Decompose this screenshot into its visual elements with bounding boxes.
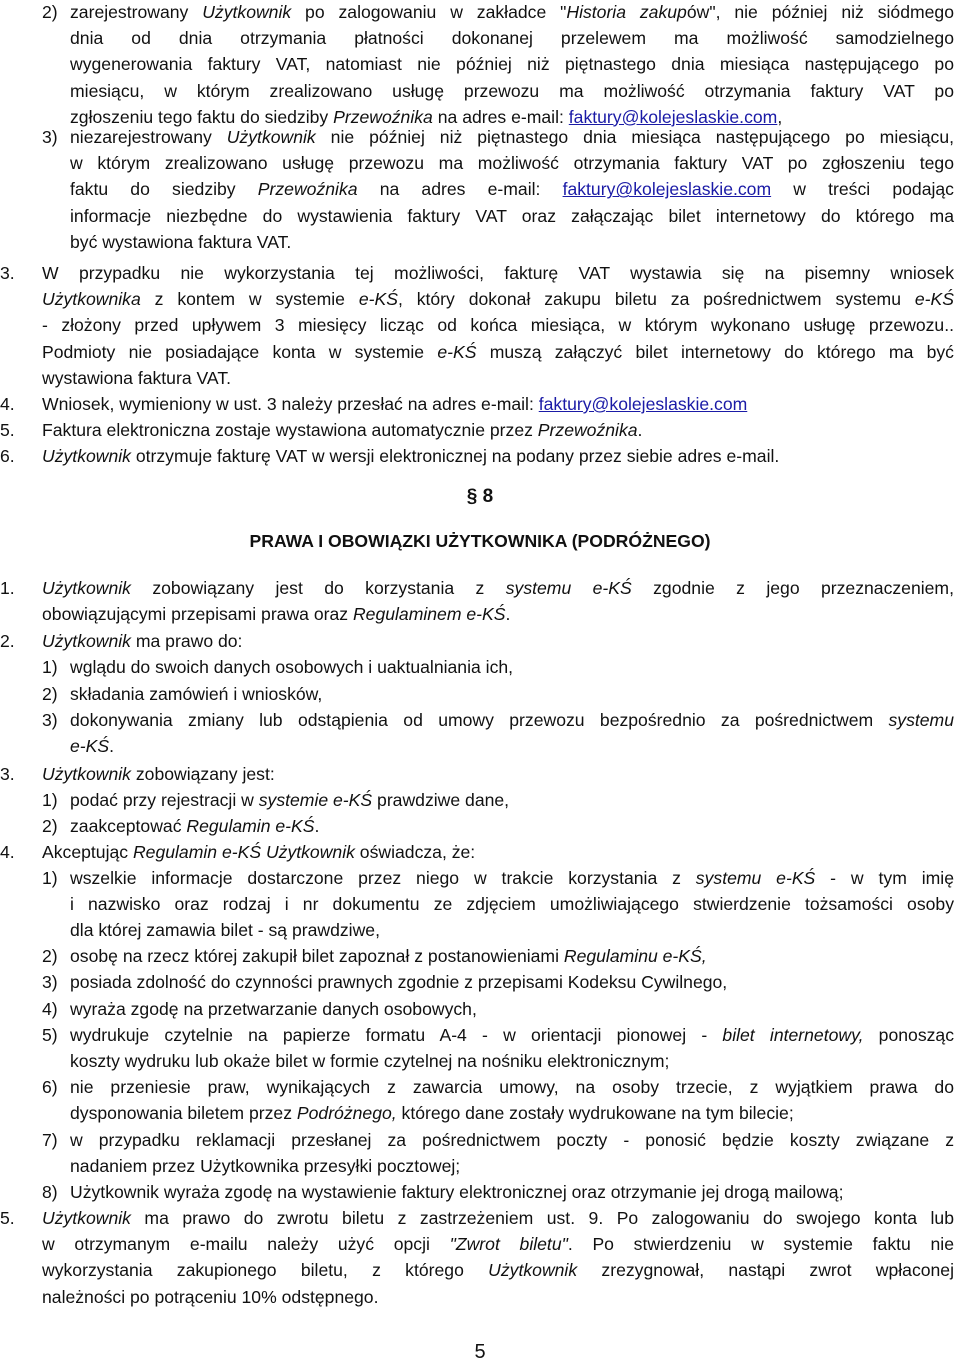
- text-run: nadaniem przez Użytkownika przesyłki pocztowej;: [70, 1156, 461, 1177]
- text-run: z kontem w systemie: [140, 289, 359, 310]
- text-run: ma prawo do:: [130, 631, 243, 651]
- text-line: [70, 866, 954, 891]
- text-run: oświadcza, że:: [354, 842, 476, 862]
- text-run: , który dokonał zakupu biletu za pośrednictwem systemu: [397, 289, 915, 310]
- item-number: 2): [42, 684, 58, 704]
- italic-term: Regulaminu e-KŚ,: [563, 946, 707, 966]
- text-line: [70, 655, 954, 680]
- italic-term: Użytkownik: [42, 764, 131, 784]
- text-run: zobowiązany jest do korzystania z: [130, 578, 506, 598]
- point-number: 3.: [0, 764, 15, 784]
- text-run: nie później niż piętnastego dnia miesiąca następującego po miesiącu,: [315, 127, 954, 147]
- text-run: niezarejestrowany: [70, 127, 227, 147]
- italic-term: systemu e-KŚ: [695, 868, 816, 888]
- text-run: wygenerowania faktury VAT, natomiast nie później niż piętnastego dnia miesiąca następującego po: [70, 54, 954, 75]
- point-number: 1.: [0, 578, 15, 598]
- italic-term: Użytkownik: [226, 127, 316, 147]
- item-number: 7): [42, 1130, 58, 1150]
- text-run: wyraża zgodę na przetwarzanie danych osobowych,: [70, 999, 477, 1019]
- text-line: [42, 1285, 954, 1310]
- text-line: [42, 576, 954, 601]
- text-run: składania zamówień i wniosków,: [70, 684, 323, 704]
- text-run: ów", nie później niż siódmego: [686, 2, 954, 22]
- text-run: w treści podając: [771, 179, 954, 200]
- text-line: [42, 287, 954, 312]
- text-run: koszty wydruku lub okaże bilet w formie czytelnej na nośniku elektronicznym;: [70, 1051, 670, 1072]
- item-number: 2): [42, 946, 58, 966]
- italic-term: Użytkownik: [42, 578, 131, 598]
- point-number: 5.: [0, 1208, 15, 1228]
- italic-term: Regulamin e-KŚ: [186, 816, 315, 836]
- text-run: . Po stwierdzeniu w systemie faktu nie: [567, 1234, 954, 1255]
- text-run: prawdziwe dane,: [372, 790, 510, 810]
- text-run: ponosząc: [863, 1025, 954, 1045]
- email-link[interactable]: faktury@kolejeslaskie.com: [568, 106, 778, 127]
- item-number: 3): [42, 127, 58, 147]
- text-line: [42, 418, 954, 443]
- point-number: 6.: [0, 446, 15, 466]
- italic-term: Użytkownik: [202, 2, 292, 22]
- point-number: 3.: [0, 263, 15, 283]
- text-run: wglądu do swoich danych osobowych i uaktualniania ich,: [70, 657, 514, 677]
- point-number: 4.: [0, 842, 15, 862]
- italic-term: Przewoźnika: [257, 179, 358, 200]
- item-number: 6): [42, 1077, 58, 1097]
- text-line: [42, 261, 954, 286]
- text-line: [70, 26, 954, 51]
- text-run: .: [314, 816, 320, 836]
- text-line: [42, 602, 954, 627]
- italic-term: Użytkownik: [42, 1208, 131, 1228]
- text-run: W przypadku nie wykorzystania tej możliwości, fakturę VAT wystawia się na pisemny wniosek: [42, 263, 954, 283]
- italic-term: Użytkownik: [42, 446, 131, 466]
- text-line: [70, 125, 954, 150]
- text-run: zgłoszeniu tego faktu do siedziby: [70, 106, 334, 127]
- text-run: faktu do siedziby: [70, 179, 258, 200]
- email-link[interactable]: faktury@kolejeslaskie.com: [562, 179, 772, 200]
- item-number: 8): [42, 1182, 58, 1202]
- item-number: 4): [42, 999, 58, 1019]
- text-run: otrzymuje fakturę VAT w wersji elektronicznej na podany przez siebie adres e-mail.: [130, 446, 780, 466]
- italic-term: "Zwrot biletu": [449, 1234, 568, 1255]
- text-run: Faktura elektroniczna zostaje wystawiona automatycznie przez: [42, 420, 538, 440]
- text-run: zrezygnował, nastąpi zwrot wpłaconej: [577, 1260, 954, 1281]
- item-number: 2): [42, 2, 58, 22]
- point-number: 2.: [0, 631, 15, 651]
- text-run: - w tym imię: [815, 868, 954, 888]
- italic-term: systemu: [888, 710, 954, 730]
- text-run: w którym zrealizowano usługę przewozu ma możliwość otrzymania faktury VAT po zgłoszeniu tego: [70, 153, 954, 174]
- text-run: i nazwisko oraz rodzaj i nr dokumentu ze zdjęciem umożliwiającego stwierdzenie tożsamości osoby: [70, 894, 954, 915]
- text-line: [42, 840, 954, 865]
- item-number: 5): [42, 1025, 58, 1045]
- text-run: dysponowania biletem przez: [70, 1103, 297, 1124]
- text-line: [70, 0, 954, 25]
- text-line: [70, 682, 954, 707]
- text-run: zaakceptować: [70, 816, 187, 836]
- italic-term: Regulaminem e-KŚ: [352, 604, 506, 625]
- text-run: dnia od dnia otrzymania płatności dokonanej przelewem ma możliwość samodzielnego: [70, 28, 954, 49]
- text-line: [70, 734, 954, 759]
- text-run: Akceptując: [42, 842, 133, 862]
- text-line: [70, 52, 954, 77]
- point-number: 4.: [0, 394, 15, 414]
- italic-term: e-KŚ: [358, 289, 398, 310]
- italic-term: Regulamin e-KŚ Użytkownik: [132, 842, 355, 862]
- text-line: [70, 1023, 954, 1048]
- text-line: [70, 814, 954, 839]
- text-run: wykorzystania zakupionego biletu, z którego: [42, 1260, 489, 1281]
- text-line: [42, 366, 954, 391]
- text-run: informacje niezbędne do wystawienia faktury VAT oraz załączając bilet internetowy do którego ma: [70, 205, 954, 226]
- text-line: [70, 1128, 954, 1153]
- text-run: wydrukuje czytelnie na papierze formatu A-4 - w orientacji pionowej -: [70, 1025, 723, 1045]
- item-number: 1): [42, 657, 58, 677]
- text-run: Użytkownik wyraża zgodę na wystawienie faktury elektronicznej oraz otrzymanie jej drogą mailową;: [70, 1182, 844, 1202]
- section-title: PRAWA I OBOWIĄZKI UŻYTKOWNIKA (PODRÓŻNEGO): [249, 531, 711, 551]
- text-line: [42, 1258, 954, 1283]
- text-line: [42, 1206, 954, 1231]
- text-run: podać przy rejestracji w: [70, 790, 259, 810]
- text-line: [70, 918, 954, 943]
- text-run: .: [505, 604, 511, 625]
- text-run: miesiącu, w którym zrealizowano usługę przewozu ma możliwość otrzymania faktury VAT po: [70, 80, 954, 101]
- italic-term: systemie e-KŚ: [258, 790, 373, 810]
- text-run: Podmioty nie posiadające konta w systemie: [42, 341, 438, 362]
- italic-term: Podróżnego,: [296, 1103, 397, 1124]
- text-line: [42, 762, 954, 787]
- text-run: po zalogowaniu w zakładce ": [291, 2, 567, 22]
- text-line: [70, 230, 954, 255]
- text-line: [70, 151, 954, 176]
- italic-term: Użytkownik: [42, 631, 131, 651]
- text-run: którego dane zostały wydrukowane na tym bilecie;: [396, 1103, 794, 1124]
- italic-term: Przewoźnika: [333, 106, 433, 127]
- text-line: [70, 997, 954, 1022]
- text-line: [42, 392, 954, 417]
- text-line: [42, 313, 954, 338]
- text-run: być wystawiona faktura VAT.: [70, 231, 292, 252]
- text-line: [70, 1101, 954, 1126]
- text-run: dla której zamawia bilet - są prawdziwe,: [70, 920, 380, 941]
- text-run: nie przeniesie praw, wynikających z zawarcia umowy, na osoby trzecie, z wyjątkiem prawa do: [70, 1077, 954, 1097]
- text-run: ma prawo do zwrotu biletu z zastrzeżeniem ust. 9. Po zalogowaniu do swojego konta lub: [130, 1208, 954, 1228]
- text-run: obowiązującymi przepisami prawa oraz: [42, 604, 353, 625]
- item-number: 2): [42, 816, 58, 836]
- text-run: zobowiązany jest:: [130, 764, 275, 784]
- text-run: .: [637, 420, 643, 440]
- text-run: muszą załączyć bilet internetowy do którego ma być: [476, 341, 954, 362]
- text-run: wszelkie informacje dostarczone przez niego w trakcie korzystania z: [70, 868, 696, 888]
- italic-term: e-KŚ: [437, 341, 477, 362]
- text-run: wystawiona faktura VAT.: [42, 367, 232, 388]
- text-line: [70, 970, 954, 995]
- text-line: [42, 1232, 954, 1257]
- text-run: należności po potrąceniu 10% odstępnego.: [42, 1286, 379, 1307]
- italic-term: Użytkownik: [488, 1260, 578, 1281]
- text-run: .: [109, 736, 115, 757]
- text-run: na adres e-mail:: [432, 106, 569, 127]
- text-line: [70, 79, 954, 104]
- text-line: [70, 204, 954, 229]
- page-number: 5: [474, 1341, 486, 1363]
- italic-term: bilet internetowy,: [722, 1025, 864, 1045]
- italic-term: Przewoźnika: [537, 420, 638, 440]
- section-sign: § 8: [466, 486, 494, 507]
- text-line: [70, 708, 954, 733]
- italic-term: systemu e-KŚ: [505, 578, 632, 598]
- italic-term: e-KŚ: [914, 289, 954, 310]
- text-line: [42, 444, 954, 469]
- text-run: zarejestrowany: [70, 2, 203, 22]
- text-line: [70, 177, 954, 202]
- text-run: w otrzymanym e-mailu należy użyć opcji: [42, 1234, 450, 1255]
- item-number: 1): [42, 868, 58, 888]
- text-run: w przypadku reklamacji przesłanej za pośrednictwem poczty - ponosić będzie koszty związane z: [70, 1130, 954, 1150]
- text-run: zgodnie z jego przeznaczeniem,: [631, 578, 954, 598]
- italic-term: Historia zakup: [566, 2, 687, 22]
- text-line: [70, 1154, 954, 1179]
- text-run: osobę na rzecz której zakupił bilet zapoznał z postanowieniami: [70, 946, 564, 966]
- text-run: Wniosek, wymieniony w ust. 3 należy przesłać na adres e-mail:: [42, 394, 539, 414]
- text-line: [70, 1075, 954, 1100]
- text-line: [70, 944, 954, 969]
- italic-term: e-KŚ: [70, 736, 110, 757]
- item-number: 3): [42, 972, 58, 992]
- italic-term: Użytkownika: [42, 289, 141, 310]
- text-line: [70, 1180, 954, 1205]
- text-line: [42, 340, 954, 365]
- email-link[interactable]: faktury@kolejeslaskie.com: [538, 394, 748, 414]
- point-number: 5.: [0, 420, 15, 440]
- text-line: [70, 892, 954, 917]
- text-line: [42, 629, 954, 654]
- text-run: na adres e-mail:: [357, 179, 563, 200]
- text-line: [70, 1049, 954, 1074]
- text-run: posiada zdolność do czynności prawnych zgodnie z przepisami Kodeksu Cywilnego,: [70, 972, 728, 992]
- item-number: 1): [42, 790, 58, 810]
- item-number: 3): [42, 710, 58, 730]
- text-run: - złożony przed upływem 3 miesięcy licząc od końca miesiąca, w którym wykonano usługę przewozu..: [42, 315, 954, 336]
- text-run: dokonywania zmiany lub odstąpienia od umowy przewozu bezpośrednio za pośrednictwem: [70, 710, 889, 730]
- text-line: [70, 788, 954, 813]
- text-run: ,: [777, 106, 783, 127]
